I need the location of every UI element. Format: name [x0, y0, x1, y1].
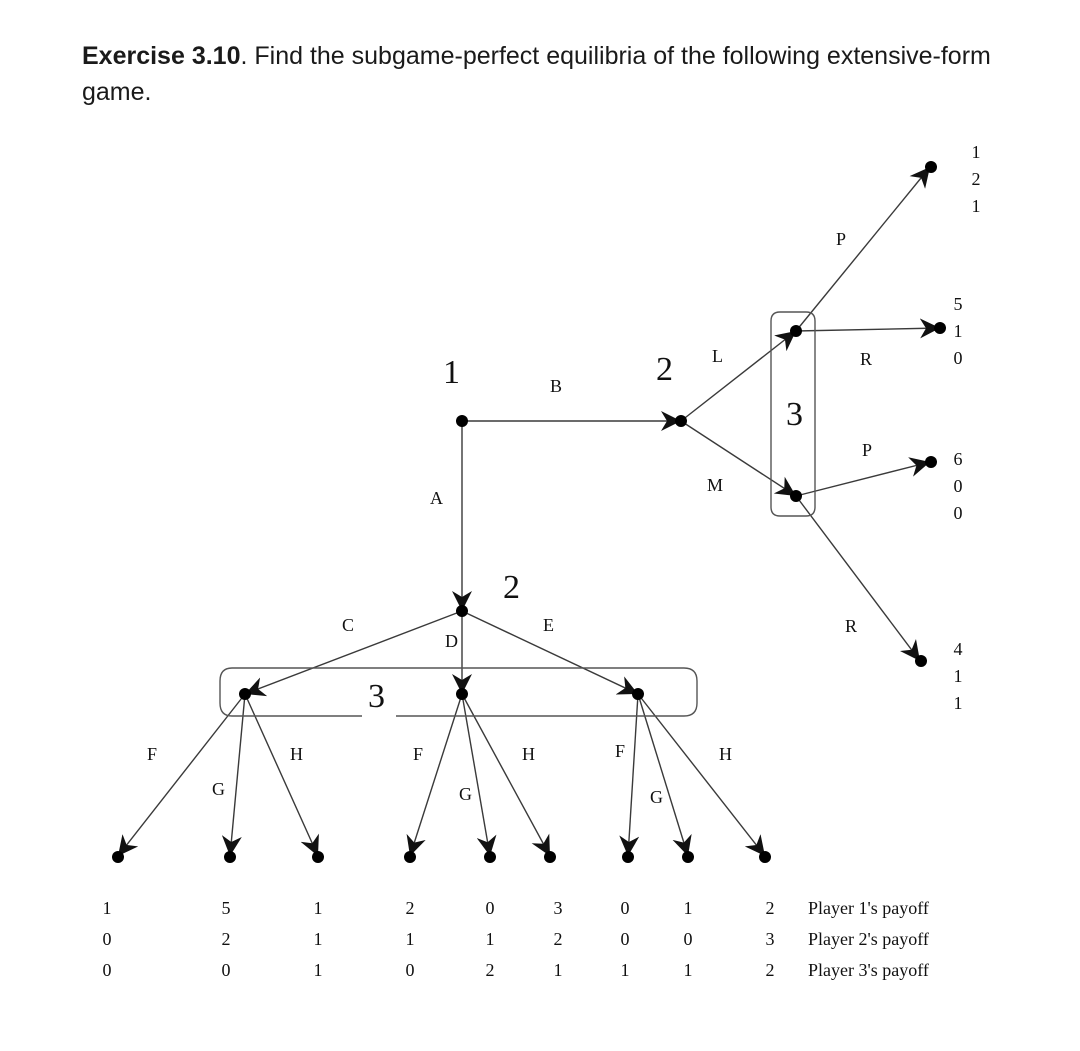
- bottom-payoff-3-p3: 1: [313, 960, 323, 980]
- action-label-R-lower: R: [845, 616, 858, 636]
- edge-H1: [245, 694, 318, 856]
- legend-player-2: Player 2's payoff: [808, 929, 929, 949]
- leaf-top-3: [925, 456, 937, 468]
- bottom-payoff-8-p1: 1: [683, 898, 693, 918]
- leaf-bottom-8: [682, 851, 694, 863]
- bottom-payoff-7-p2: 0: [620, 929, 630, 949]
- top-payoffs: [954, 142, 981, 713]
- leaf-top-4: [915, 655, 927, 667]
- bottom-payoff-3-p2: 1: [313, 929, 323, 949]
- node-bottom-2: [456, 605, 468, 617]
- leaf-bottom-9: [759, 851, 771, 863]
- action-label-A: A: [430, 488, 443, 508]
- leaf-bottom-2: [224, 851, 236, 863]
- action-label-G3: G: [650, 787, 663, 807]
- bottom-payoff-6-p2: 2: [553, 929, 563, 949]
- bottom-payoff-1-p3: 0: [102, 960, 112, 980]
- leaf-bottom-4: [404, 851, 416, 863]
- top-payoff-4-p2: 1: [953, 666, 963, 686]
- bottom-payoff-4-p3: 0: [405, 960, 415, 980]
- action-label-R-upper: R: [860, 349, 873, 369]
- edge-G1: [230, 694, 245, 856]
- top-payoff-4-p3: 1: [953, 693, 963, 713]
- bottom-payoff-8-p2: 0: [683, 929, 693, 949]
- player-top-info-label: 3: [786, 396, 803, 433]
- bottom-payoff-1-p1: 1: [102, 898, 112, 918]
- top-payoff-3-p2: 0: [953, 476, 963, 496]
- top-payoff-3-p1: 6: [953, 449, 963, 469]
- bottom-payoff-1-p2: 0: [102, 929, 112, 949]
- edge-R-upper: [796, 328, 940, 331]
- node-top-3b: [790, 490, 802, 502]
- bottom-payoffs: [103, 898, 775, 980]
- bottom-payoff-5-p1: 0: [485, 898, 495, 918]
- bottom-payoff-5-p3: 2: [485, 960, 495, 980]
- edge-M: [681, 421, 796, 496]
- node-top-3a: [790, 325, 802, 337]
- exercise-text: . Find the subgame-perfect equilibria of the following extensive-form game.: [82, 42, 991, 106]
- leaf-bottom-5: [484, 851, 496, 863]
- player-root-label: 1: [443, 354, 460, 391]
- edge-G2: [462, 694, 490, 856]
- leaf-bottom-1: [112, 851, 124, 863]
- edge-R-lower: [796, 496, 920, 661]
- player-top-decision-label: 2: [656, 351, 673, 388]
- node-top-2: [675, 415, 687, 427]
- player-bottom-decision-label: 2: [503, 569, 520, 606]
- action-label-H2: H: [522, 744, 535, 764]
- action-label-H1: H: [290, 744, 303, 764]
- edge-H3: [638, 694, 765, 856]
- action-label-G2: G: [459, 784, 472, 804]
- leaf-bottom-7: [622, 851, 634, 863]
- top-payoff-3-p3: 0: [953, 503, 963, 523]
- action-label-C: C: [342, 615, 355, 635]
- bottom-payoff-9-p3: 2: [765, 960, 775, 980]
- node-bottom-3a: [239, 688, 251, 700]
- edge-F3: [628, 694, 638, 856]
- action-label-G1: G: [212, 779, 225, 799]
- bottom-payoff-2-p2: 2: [221, 929, 231, 949]
- bottom-payoff-8-p3: 1: [683, 960, 693, 980]
- bottom-payoff-7-p3: 1: [620, 960, 630, 980]
- bottom-payoff-6-p1: 3: [553, 898, 563, 918]
- bottom-payoff-9-p1: 2: [765, 898, 775, 918]
- edge-H2: [462, 694, 550, 856]
- action-label-B: B: [550, 376, 563, 396]
- top-payoff-2-p1: 5: [953, 294, 963, 314]
- top-payoff-2-p3: 0: [953, 348, 963, 368]
- top-payoff-1-p1: 1: [971, 142, 981, 162]
- bottom-payoff-5-p2: 1: [485, 929, 495, 949]
- bottom-payoff-3-p1: 1: [313, 898, 323, 918]
- action-label-P-upper: P: [836, 229, 847, 249]
- legend-player-1: Player 1's payoff: [808, 898, 929, 918]
- edge-F2: [410, 694, 462, 856]
- bottom-payoff-2-p3: 0: [221, 960, 231, 980]
- action-label-E: E: [543, 615, 554, 635]
- leaf-top-1: [925, 161, 937, 173]
- bottom-payoff-4-p1: 2: [405, 898, 415, 918]
- top-payoff-1-p2: 2: [971, 169, 981, 189]
- edge-P-upper: [796, 167, 930, 331]
- bottom-payoff-6-p3: 1: [553, 960, 563, 980]
- action-label-F2: F: [413, 744, 424, 764]
- edge-P-lower: [796, 462, 930, 496]
- action-label-H3: H: [719, 744, 732, 764]
- bottom-payoff-9-p2: 3: [765, 929, 775, 949]
- bottom-payoff-7-p1: 0: [620, 898, 630, 918]
- bottom-payoff-2-p1: 5: [221, 898, 231, 918]
- edge-L: [681, 331, 796, 421]
- top-payoff-4-p1: 4: [953, 639, 963, 659]
- action-label-P-lower: P: [862, 440, 873, 460]
- top-payoff-1-p3: 1: [971, 196, 981, 216]
- bottom-payoff-4-p2: 1: [405, 929, 415, 949]
- leaf-bottom-3: [312, 851, 324, 863]
- edge-G3: [638, 694, 688, 856]
- action-label-F3: F: [615, 741, 626, 761]
- legend-player-3: Player 3's payoff: [808, 960, 929, 980]
- edge-F1: [118, 694, 245, 856]
- player-bottom-info-label: 3: [368, 678, 385, 715]
- action-label-D: D: [445, 631, 458, 651]
- leaf-top-2: [934, 322, 946, 334]
- action-label-L: L: [712, 346, 723, 366]
- node-root: [456, 415, 468, 427]
- node-bottom-3c: [632, 688, 644, 700]
- action-label-M: M: [707, 475, 724, 495]
- top-payoff-2-p2: 1: [953, 321, 963, 341]
- node-bottom-3b: [456, 688, 468, 700]
- exercise-label: Exercise 3.10: [82, 42, 241, 70]
- leaf-bottom-6: [544, 851, 556, 863]
- action-label-F1: F: [147, 744, 158, 764]
